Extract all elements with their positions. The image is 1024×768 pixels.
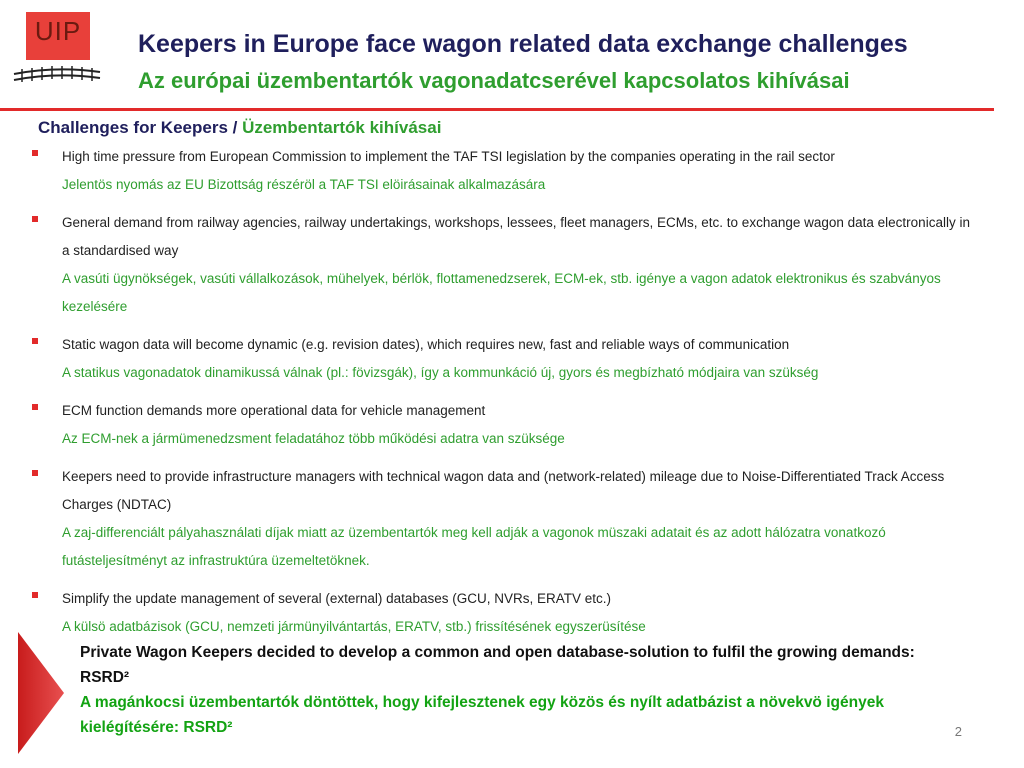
- bullet-text-english: General demand from railway agencies, railway undertakings, workshops, lessees, fleet managers, ECMs, etc. to exchange wagon data electronically in a standardised way: [62, 215, 970, 258]
- bullet-list: [30, 143, 980, 651]
- bullet-marker: [32, 470, 38, 476]
- section-heading: [38, 118, 441, 138]
- bullet-marker: [32, 216, 38, 222]
- logo-text: UIP: [34, 16, 82, 46]
- list-item: [30, 331, 980, 387]
- chevron-arrow-icon: [18, 632, 64, 754]
- bullet-text-hungarian: A zaj-differenciált pályahasználati díjak miatt az üzembentartók meg kell adják a vagonok müszaki adatait és az adott hálózatra vonatkozó futásteljesítményt az infrastruktúra üzemeltetöknek.: [62, 525, 886, 568]
- page-number: 2: [954, 724, 962, 739]
- bullet-text-hungarian: A vasúti ügynökségek, vasúti vállalkozások, mühelyek, bérlök, flottamenedzserek, ECM-ek, stb. igénye a vagon adatok elektronikus és szabványos kezelésére: [62, 271, 941, 314]
- list-item: [30, 463, 980, 575]
- conclusion-english: Private Wagon Keepers decided to develop a common and open database-solution to fulfil the growing demands: RSRD²: [80, 644, 915, 686]
- uip-logo: [12, 12, 102, 82]
- title-divider: [0, 108, 994, 111]
- conclusion-box: [80, 640, 960, 740]
- rail-track-icon: [12, 52, 102, 86]
- bullet-text-hungarian: Jelentös nyomás az EU Bizottság részéröl a TAF TSI elöirásainak alkalmazására: [62, 177, 546, 192]
- section-heading-hungarian: Üzembentartók kihívásai: [242, 118, 442, 137]
- bullet-marker: [32, 592, 38, 598]
- section-heading-english: Challenges for Keepers /: [38, 118, 238, 137]
- bullet-marker: [32, 338, 38, 344]
- bullet-marker: [32, 150, 38, 156]
- bullet-marker: [32, 404, 38, 410]
- title-hungarian: Az európai üzembentartók vagonadatcserével kapcsolatos kihívásai: [138, 68, 850, 93]
- list-item: [30, 585, 980, 641]
- bullet-text-english: ECM function demands more operational data for vehicle management: [62, 403, 486, 418]
- bullet-text-hungarian: Az ECM-nek a jármümenedzsment feladatához több működési adatra van szüksége: [62, 431, 565, 446]
- bullet-text-english: Static wagon data will become dynamic (e.g. revision dates), which requires new, fast and reliable ways of communication: [62, 337, 790, 352]
- list-item: [30, 143, 980, 199]
- list-item: [30, 209, 980, 321]
- conclusion-hungarian: A magánkocsi üzembentartók döntöttek, hogy kifejlesztenek egy közös és nyílt adatbázist a növekvö igények kielégítésére: RSRD²: [80, 694, 884, 736]
- title-english: Keepers in Europe face wagon related data exchange challenges: [138, 30, 908, 58]
- bullet-text-hungarian: A külsö adatbázisok (GCU, nemzeti jármünyilvántartás, ERATV, stb.) frissítésének egyszerüsítése: [62, 619, 646, 634]
- list-item: [30, 397, 980, 453]
- bullet-text-english: Keepers need to provide infrastructure managers with technical wagon data and (network-related) mileage due to Noise-Differentiated Track Access Charges (NDTAC): [62, 469, 945, 512]
- bullet-text-english: High time pressure from European Commission to implement the TAF TSI legislation by the companies operating in the rail sector: [62, 149, 835, 164]
- bullet-text-hungarian: A statikus vagonadatok dinamikussá válnak (pl.: fövizsgák), így a kommunkáció új, gyors és megbízható módjaira van szükség: [62, 365, 819, 380]
- bullet-text-english: Simplify the update management of several (external) databases (GCU, NVRs, ERATV etc.): [62, 591, 611, 606]
